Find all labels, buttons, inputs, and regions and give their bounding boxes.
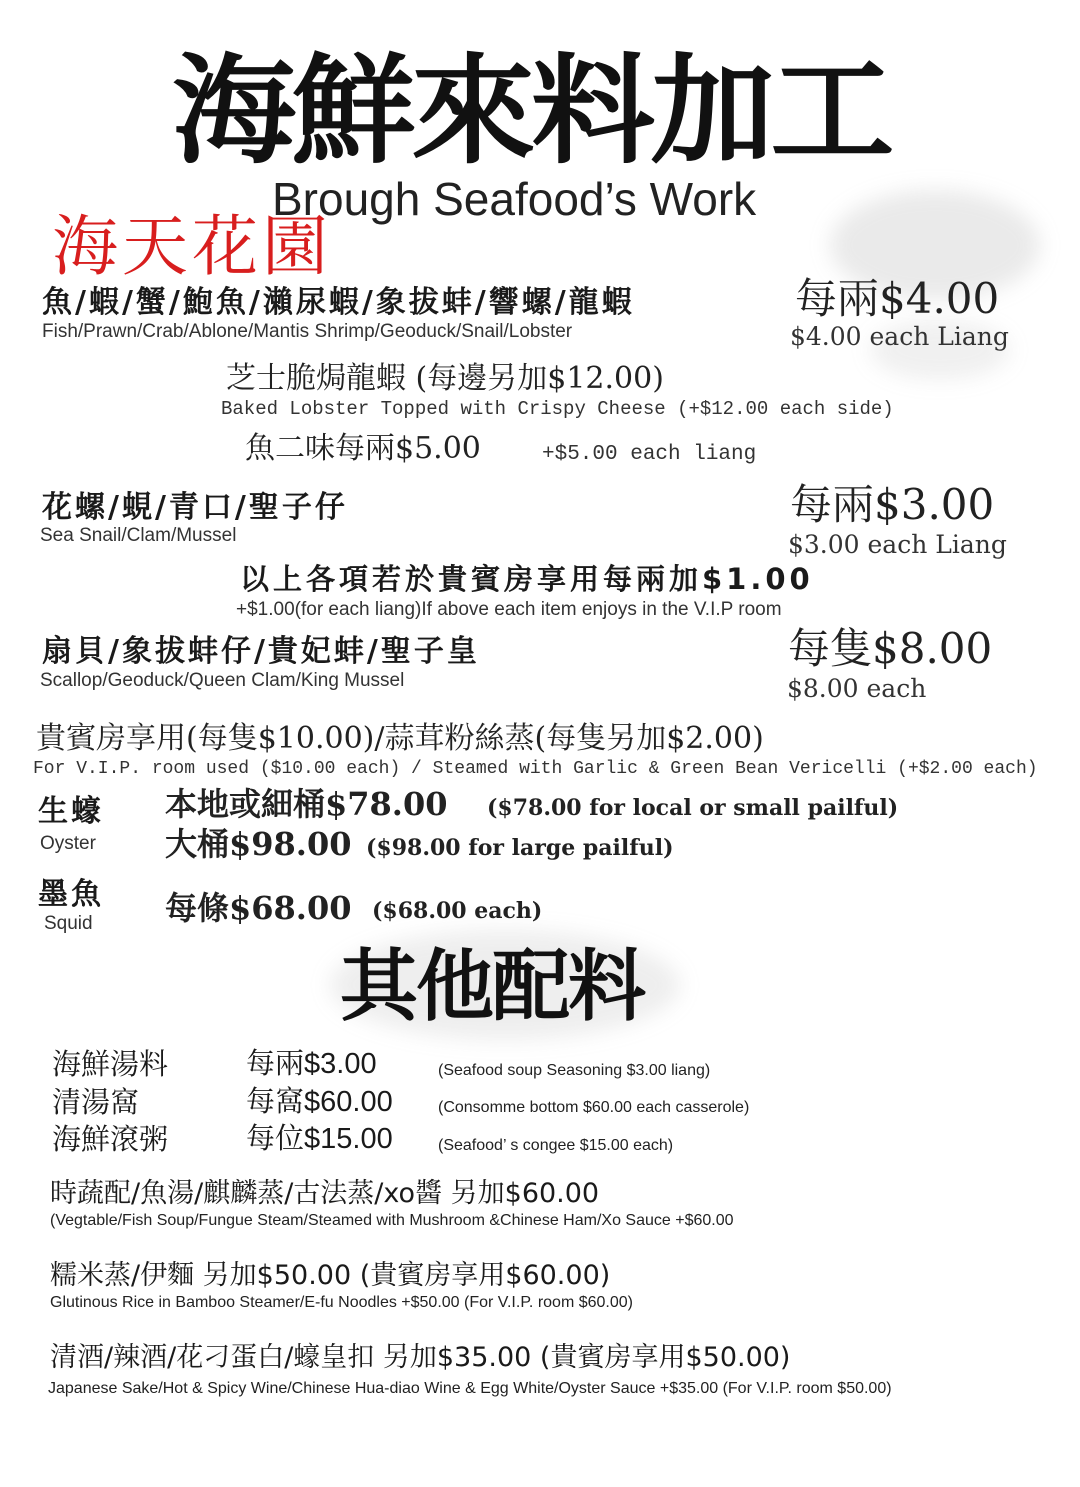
fish-two-ways-zh: 魚二味每兩$5.00 [245, 431, 481, 466]
page-title-english: Brough Seafood’s Work [272, 173, 757, 225]
consomme-price: 每窩$60.00 [246, 1086, 393, 1118]
squid-price-en: ($68.00 each) [372, 898, 543, 924]
restaurant-brand: 海天花園 [52, 208, 332, 285]
soup-seasoning-en: (Seafood soup Seasoning $3.00 liang) [438, 1062, 711, 1079]
consomme-en: (Consomme bottom $60.00 each casserole) [438, 1099, 750, 1116]
consomme-zh: 清湯窩 [52, 1085, 140, 1119]
other-ingredients-title: 其他配料 [340, 942, 645, 1032]
soup-seasoning-zh: 海鮮湯料 [52, 1047, 169, 1081]
squid-price-zh: 每條$68.00 [165, 889, 352, 927]
price-fish-en: $4.00 each Liang [790, 322, 1009, 351]
vip-surcharge-zh: 以上各項若於貴賓房享用每兩加$1.00 [240, 562, 814, 596]
price-snail-zh: 每兩$3.00 [790, 480, 995, 529]
rice-noodles-en: Glutinous Rice in Bamboo Steamer/E-fu Noodles +$50.00 (For V.I.P. room $60.00) [50, 1294, 633, 1311]
squid-label-zh: 墨魚 [38, 877, 104, 912]
price-scallop-en: $8.00 each [787, 674, 927, 703]
item-group-snail-zh: 花螺/蜆/青口/聖子仔 [42, 490, 348, 525]
seafood-congee-en: (Seafood’ s congee $15.00 each) [438, 1137, 674, 1154]
item-group-snail-en: Sea Snail/Clam/Mussel [40, 525, 237, 546]
price-scallop-zh: 每隻$8.00 [788, 624, 993, 673]
cooking-styles-en: (Vegtable/Fish Soup/Fungue Steam/Steamed with Mushroom &Chinese Ham/Xo Sauce +$60.00 [50, 1212, 734, 1229]
seafood-congee-zh: 海鮮滾粥 [52, 1122, 169, 1156]
vip-surcharge-en: +$1.00(for each liang)If above each item enjoys in the V.I.P room [236, 599, 782, 620]
item-group-scallop-zh: 扇貝/象拔蚌仔/貴妃蚌/聖子皇 [42, 634, 480, 669]
lobster-option-en: Baked Lobster Topped with Crispy Cheese (+$12.00 each side) [221, 398, 894, 420]
soup-seasoning-price: 每兩$3.00 [246, 1048, 377, 1080]
squid-label-en: Squid [44, 913, 93, 934]
oyster-small-price-en: ($78.00 for local or small pailful) [487, 795, 899, 821]
lobster-option-zh: 芝士脆焗龍蝦 (每邊另加$12.00) [226, 361, 664, 396]
page-title: 海鮮來料加工 [172, 42, 891, 180]
fish-two-ways-en: +$5.00 each liang [542, 443, 757, 466]
wine-sauce-en: Japanese Sake/Hot & Spicy Wine/Chinese Hua-diao Wine & Egg White/Oyster Sauce +$35.00 (For V.I.P. room $50.00) [48, 1380, 892, 1397]
oyster-large-price-en: ($98.00 for large pailful) [366, 835, 674, 861]
seafood-congee-price: 每位$15.00 [246, 1123, 393, 1155]
oyster-label-zh: 生蠔 [38, 794, 104, 829]
rice-noodles-zh: 糯米蒸/伊麵 另加$50.00 (貴賓房享用$60.00) [50, 1260, 611, 1291]
cooking-styles-zh: 時蔬配/魚湯/麒麟蒸/古法蒸/xo醬 另加$60.00 [50, 1178, 600, 1209]
oyster-small-price-zh: 本地或細桶$78.00 [165, 785, 448, 823]
price-fish-zh: 每兩$4.00 [795, 274, 1000, 323]
item-group-fish-en: Fish/Prawn/Crab/Ablone/Mantis Shrimp/Geoduck/Snail/Lobster [42, 321, 573, 342]
oyster-label-en: Oyster [40, 833, 96, 854]
vip-each-en: For V.I.P. room used ($10.00 each) / Steamed with Garlic & Green Bean Vericelli (+$2.00 each) [33, 759, 1038, 779]
vip-each-zh: 貴賓房享用(每隻$10.00)/蒜茸粉絲蒸(每隻另加$2.00) [36, 721, 764, 756]
item-group-scallop-en: Scallop/Geoduck/Queen Clam/King Mussel [40, 670, 405, 691]
price-snail-en: $3.00 each Liang [788, 530, 1007, 559]
oyster-large-price-zh: 大桶$98.00 [165, 825, 352, 863]
wine-sauce-zh: 清酒/辣酒/花刁蛋白/蠔皇扣 另加$35.00 (貴賓房享用$50.00) [50, 1342, 791, 1373]
item-group-fish-zh: 魚/蝦/蟹/鮑魚/瀨尿蝦/象拔蚌/響螺/龍蝦 [42, 285, 635, 320]
